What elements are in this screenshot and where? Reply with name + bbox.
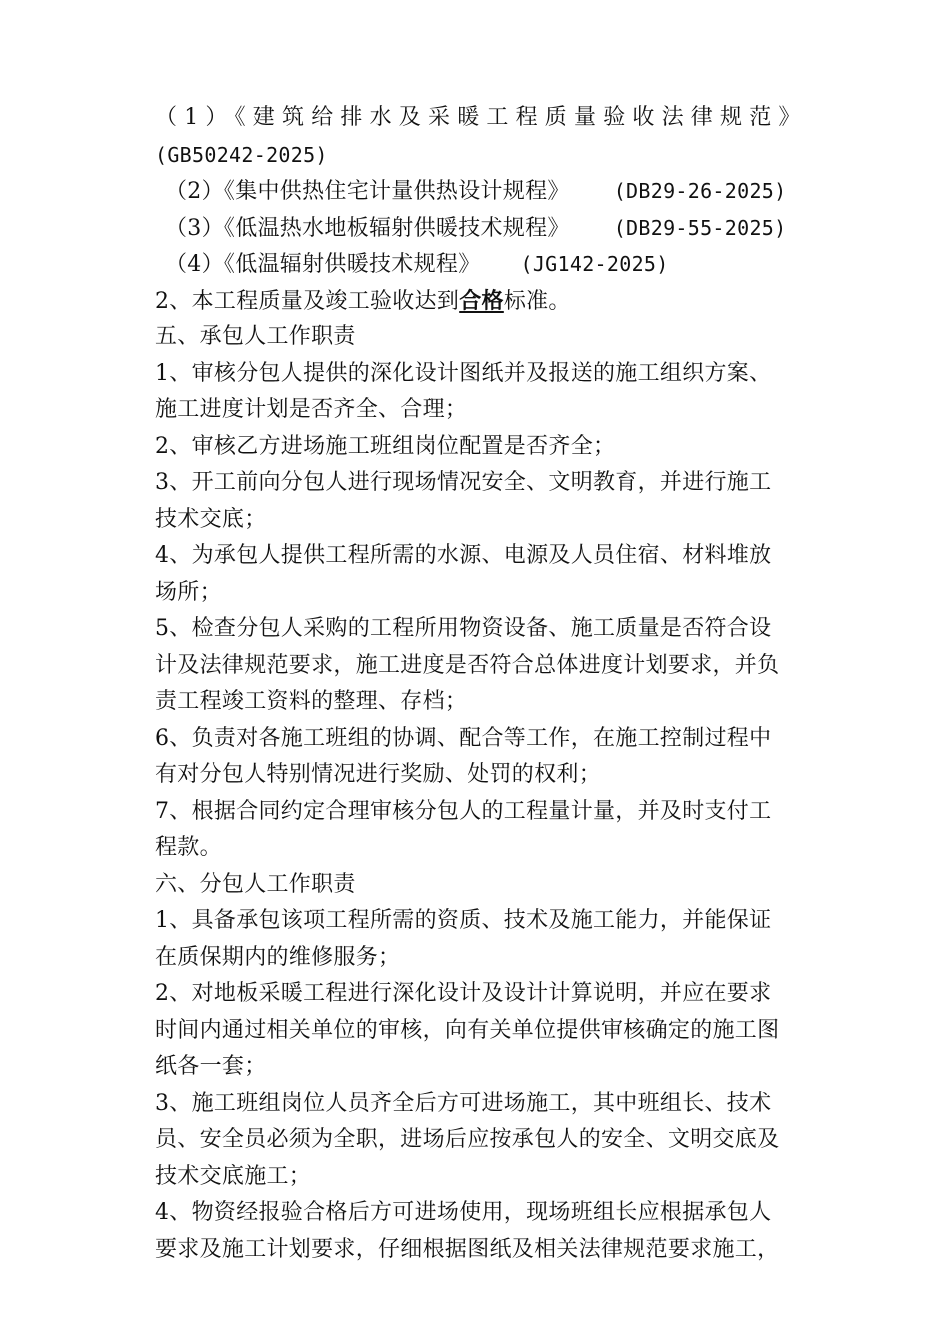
section-5-line: 4、为承包人提供工程所需的水源、电源及人员住宿、材料堆放 bbox=[155, 543, 772, 568]
section-6-line: 要求及施工计划要求，仔细根据图纸及相关法律规范要求施工， bbox=[155, 1236, 780, 1262]
section-6-line: 3、施工班组岗位人员齐全后方可进场施工，其中班组长、技术 bbox=[155, 1090, 772, 1116]
section-5-line: 计及法律规范要求，施工进度是否符合总体进度计划要求，并负 bbox=[155, 652, 780, 678]
section-5-line: 6、负责对各施工班组的协调、配合等工作，在施工控制过程中 bbox=[155, 725, 772, 751]
quality-standard-line bbox=[155, 283, 835, 320]
standard-item-1-label: （1）《建筑给排水及采暖工程质量验收法律规范》 bbox=[155, 105, 808, 130]
quality-grade: 合格 bbox=[459, 287, 504, 314]
standard-item-2-code: (DB29-26-2025) bbox=[613, 179, 787, 203]
quality-prefix: 2、本工程质量及竣工验收达到 bbox=[155, 288, 460, 314]
standard-item-1-code: (GB50242-2025) bbox=[155, 142, 328, 167]
section-6-line: 2、对地板采暖工程进行深化设计及设计计算说明，并应在要求 bbox=[155, 981, 772, 1006]
standard-item-1-code-line bbox=[155, 137, 835, 174]
standard-item-4 bbox=[155, 246, 835, 283]
section-6-line: 4、物资经报验合格后方可进场使用，现场班组长应根据承包人 bbox=[155, 1200, 772, 1225]
section-5-line: 技术交底； bbox=[155, 506, 267, 532]
section-6-line: 员、安全员必须为全职，进场后应按承包人的安全、文明交底及 bbox=[155, 1127, 780, 1152]
section-5-line: 5、检查分包人采购的工程所用物资设备、施工质量是否符合设 bbox=[155, 616, 772, 641]
section-5-line: 有对分包人特别情况进行奖励、处罚的权利； bbox=[155, 762, 602, 787]
section-5-line: 3、开工前向分包人进行现场情况安全、文明教育，并进行施工 bbox=[155, 470, 772, 495]
standard-item-2 bbox=[155, 173, 835, 210]
section-5-line: 7、根据合同约定合理审核分包人的工程量计量，并及时支付工 bbox=[155, 798, 772, 824]
section-5-line: 程款。 bbox=[155, 835, 222, 860]
section-5-line: 2、审核乙方进场施工班组岗位配置是否齐全； bbox=[155, 433, 616, 459]
section-6-line: 1、具备承包该项工程所需的资质、技术及施工能力，并能保证 bbox=[155, 908, 772, 933]
section-6-line: 在质保期内的维修服务； bbox=[155, 944, 401, 970]
standard-item-3 bbox=[155, 210, 835, 247]
standard-item-1 bbox=[155, 100, 835, 137]
section-5-line: 责工程竣工资料的整理、存档； bbox=[155, 689, 468, 714]
standard-item-4-label: （4）《低温辐射供暖技术规程》 bbox=[165, 252, 481, 277]
standard-item-3-label: （3）《低温热水地板辐射供暖技术规程》 bbox=[165, 215, 570, 241]
standard-item-2-label: （2）《集中供热住宅计量供热设计规程》 bbox=[165, 179, 570, 204]
section-5-heading: 五、承包人工作职责 bbox=[155, 324, 356, 349]
section-6-heading: 六、分包人工作职责 bbox=[155, 871, 356, 897]
standard-item-3-code: (DB29-55-2025) bbox=[613, 215, 787, 240]
section-6-line: 时间内通过相关单位的审核，向有关单位提供审核确定的施工图 bbox=[155, 1017, 780, 1043]
document-page bbox=[155, 100, 835, 1268]
section-5-line: 1、审核分包人提供的深化设计图纸并及报送的施工组织方案、 bbox=[155, 360, 772, 386]
standard-item-4-code: (JG142-2025) bbox=[520, 252, 669, 276]
section-6-line: 纸各一套； bbox=[155, 1054, 267, 1079]
section-6-line: 技术交底施工； bbox=[155, 1163, 312, 1189]
quality-suffix: 标准。 bbox=[503, 288, 571, 314]
section-5-line: 场所； bbox=[155, 579, 222, 605]
section-5-line: 施工进度计划是否齐全、合理； bbox=[155, 397, 468, 422]
